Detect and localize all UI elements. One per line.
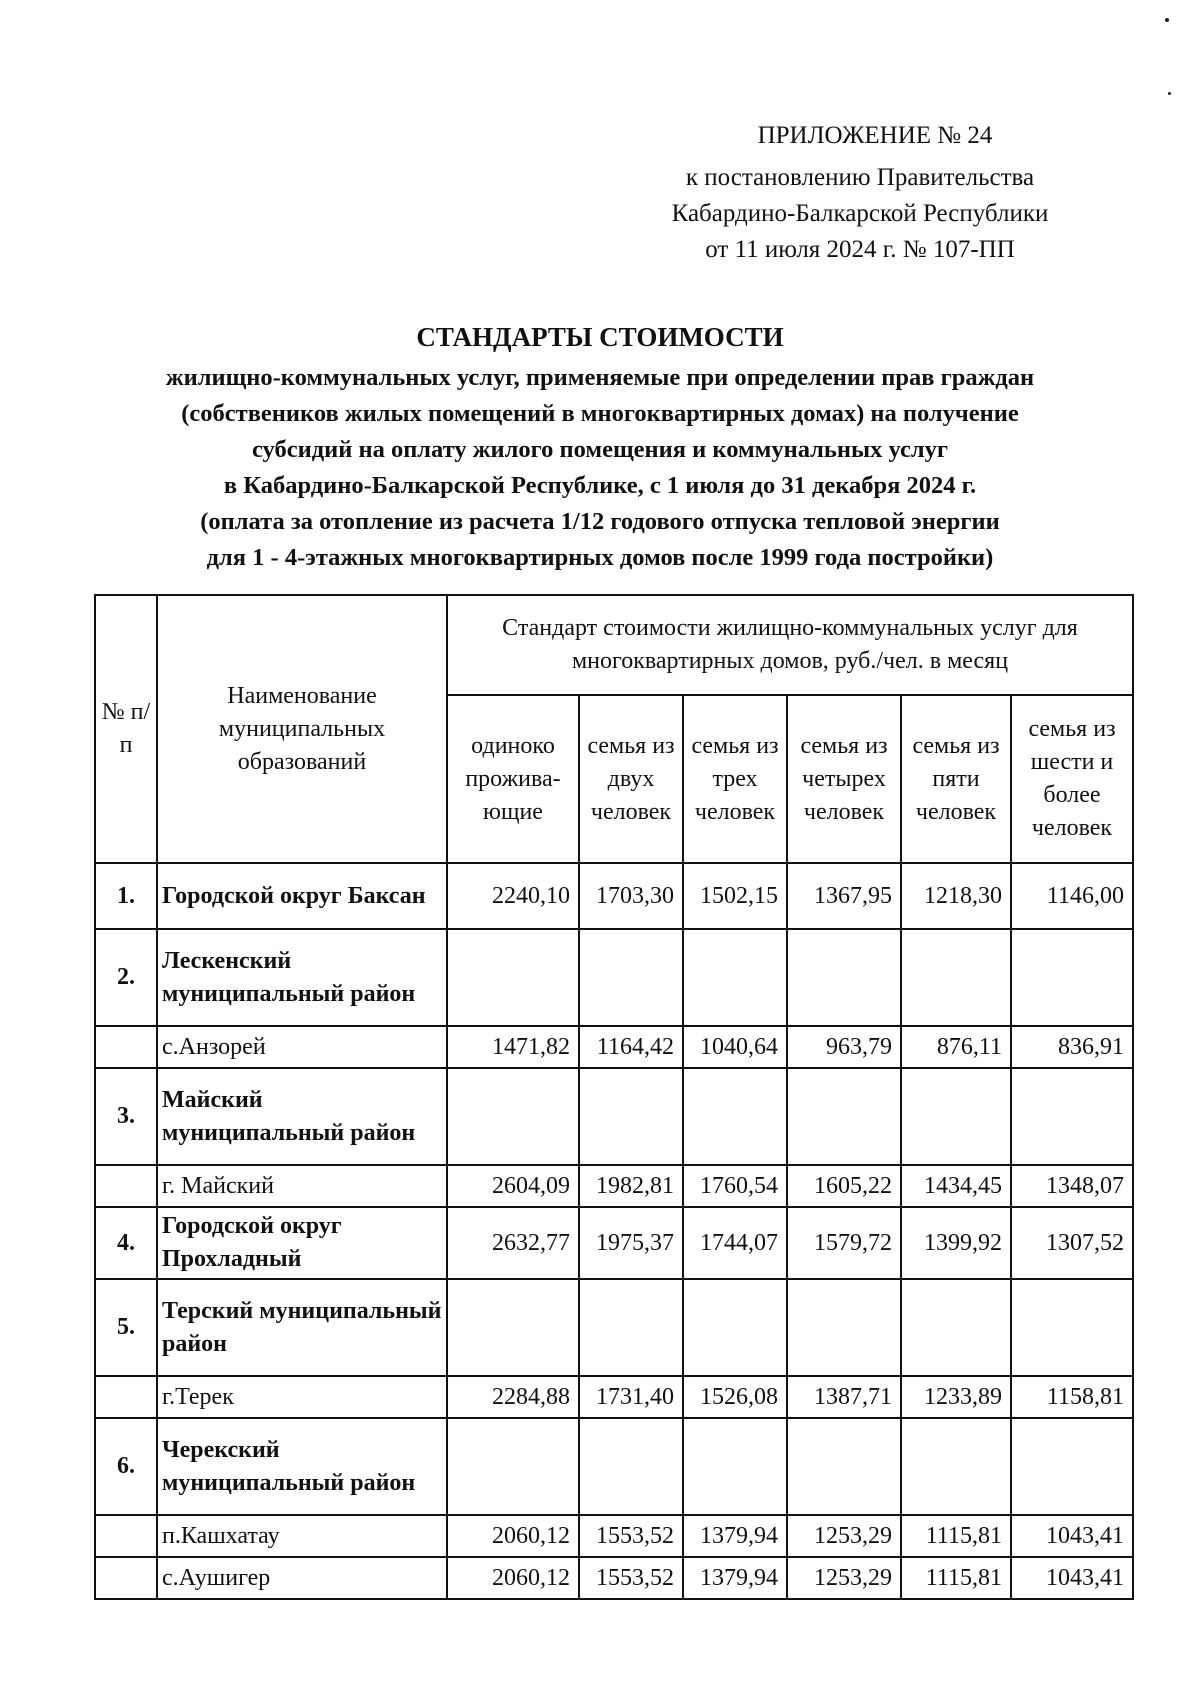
header-col-single: одиноко прожива-ющие <box>447 695 579 863</box>
value-cell: 2284,88 <box>447 1376 579 1418</box>
scan-speck-right <box>1168 92 1171 95</box>
header-col-two: семья из двух человек <box>579 695 683 863</box>
value-cell: 1387,71 <box>787 1376 901 1418</box>
value-cell: 1553,52 <box>579 1515 683 1557</box>
row-name: Городской округ Баксан <box>157 863 447 929</box>
row-number <box>95 1515 157 1557</box>
row-number: 2. <box>95 929 157 1026</box>
value-cell: 1744,07 <box>683 1207 787 1279</box>
value-cell: 1158,81 <box>1011 1376 1133 1418</box>
header-col-six-plus: семья из шести и более человек <box>1011 695 1133 863</box>
header-group: Стандарт стоимости жилищно-коммунальных услуг для многоквартирных домов, руб./чел. в месяц <box>447 595 1133 695</box>
appendix-number: ПРИЛОЖЕНИЕ № 24 <box>757 122 993 149</box>
title-sub-6: для 1 - 4-этажных многоквартирных домов после 1999 года постройки) <box>206 544 994 571</box>
row-number: 3. <box>95 1068 157 1165</box>
title-main: СТАНДАРТЫ СТОИМОСТИ <box>416 322 784 352</box>
value-cell: 1307,52 <box>1011 1207 1133 1279</box>
value-cell: 1115,81 <box>901 1515 1011 1557</box>
value-cell: 1043,41 <box>1011 1515 1133 1557</box>
table-row <box>95 929 1133 1026</box>
appendix-header <box>540 118 1180 268</box>
value-cell: 1218,30 <box>901 863 1011 929</box>
value-cell: 836,91 <box>1011 1026 1133 1068</box>
value-cell <box>1011 1068 1133 1165</box>
header-col-four: семья из четырех человек <box>787 695 901 863</box>
table-row <box>95 1026 1133 1068</box>
value-cell: 1043,41 <box>1011 1557 1133 1599</box>
value-cell: 1703,30 <box>579 863 683 929</box>
row-name: с.Анзорей <box>157 1026 447 1068</box>
value-cell <box>683 929 787 1026</box>
appendix-line-2: Кабардино-Балкарской Республики <box>671 200 1049 227</box>
value-cell: 1399,92 <box>901 1207 1011 1279</box>
value-cell: 1040,64 <box>683 1026 787 1068</box>
value-cell: 1760,54 <box>683 1165 787 1207</box>
row-name: с.Аушигер <box>157 1557 447 1599</box>
value-cell <box>579 1279 683 1376</box>
value-cell: 1379,94 <box>683 1515 787 1557</box>
title-sub-2: (собствеников жилых помещений в многоквартирных домах) на получение <box>181 400 1019 427</box>
value-cell: 1731,40 <box>579 1376 683 1418</box>
value-cell: 2632,77 <box>447 1207 579 1279</box>
row-name: Черекский муниципальный район <box>157 1418 447 1515</box>
title-sub-5: (оплата за отопление из расчета 1/12 годового отпуска тепловой энергии <box>200 508 1000 535</box>
value-cell <box>579 1418 683 1515</box>
value-cell <box>787 1279 901 1376</box>
table-row <box>95 1068 1133 1165</box>
value-cell: 1253,29 <box>787 1515 901 1557</box>
value-cell: 2240,10 <box>447 863 579 929</box>
row-name: Городской округ Прохладный <box>157 1207 447 1279</box>
row-number <box>95 1376 157 1418</box>
row-name: Терский муниципальный район <box>157 1279 447 1376</box>
value-cell <box>901 929 1011 1026</box>
value-cell <box>683 1068 787 1165</box>
header-col-three: семья из трех человек <box>683 695 787 863</box>
value-cell <box>787 1418 901 1515</box>
value-cell: 1502,15 <box>683 863 787 929</box>
value-cell <box>901 1279 1011 1376</box>
table-row <box>95 1418 1133 1515</box>
value-cell <box>447 1068 579 1165</box>
value-cell: 1367,95 <box>787 863 901 929</box>
value-cell <box>787 1068 901 1165</box>
value-cell: 1526,08 <box>683 1376 787 1418</box>
row-name: г. Майский <box>157 1165 447 1207</box>
value-cell: 1975,37 <box>579 1207 683 1279</box>
value-cell <box>787 929 901 1026</box>
value-cell: 2060,12 <box>447 1515 579 1557</box>
value-cell: 1233,89 <box>901 1376 1011 1418</box>
value-cell: 1434,45 <box>901 1165 1011 1207</box>
header-name: Наименование муниципальных образований <box>157 595 447 863</box>
table-row <box>95 1376 1133 1418</box>
table-row <box>95 1279 1133 1376</box>
value-cell: 1253,29 <box>787 1557 901 1599</box>
table-row <box>95 1165 1133 1207</box>
value-cell: 1164,42 <box>579 1026 683 1068</box>
appendix-line-1: к постановлению Правительства <box>685 164 1035 191</box>
value-cell <box>1011 1418 1133 1515</box>
value-cell <box>579 929 683 1026</box>
row-number <box>95 1165 157 1207</box>
value-cell: 1553,52 <box>579 1557 683 1599</box>
row-number <box>95 1026 157 1068</box>
row-number: 5. <box>95 1279 157 1376</box>
row-name: Лескенский муниципальный район <box>157 929 447 1026</box>
appendix-line-3: от 11 июля 2024 г. № 107-ПП <box>705 236 1015 263</box>
value-cell <box>901 1068 1011 1165</box>
row-name: Майский муниципальный район <box>157 1068 447 1165</box>
scan-speck-top <box>1165 18 1169 22</box>
header-number: № п/п <box>95 595 157 863</box>
value-cell <box>447 929 579 1026</box>
value-cell: 1348,07 <box>1011 1165 1133 1207</box>
title-sub-4: в Кабардино-Балкарской Республике, с 1 июля до 31 декабря 2024 г. <box>223 472 977 499</box>
value-cell: 1146,00 <box>1011 863 1133 929</box>
value-cell: 1579,72 <box>787 1207 901 1279</box>
table-row <box>95 1515 1133 1557</box>
row-number: 1. <box>95 863 157 929</box>
value-cell: 2604,09 <box>447 1165 579 1207</box>
table-row <box>95 863 1133 929</box>
row-number <box>95 1557 157 1599</box>
value-cell: 1605,22 <box>787 1165 901 1207</box>
value-cell <box>579 1068 683 1165</box>
row-number: 4. <box>95 1207 157 1279</box>
value-cell <box>447 1418 579 1515</box>
value-cell <box>683 1418 787 1515</box>
title-sub-3: субсидий на оплату жилого помещения и коммунальных услуг <box>251 436 948 463</box>
value-cell: 1471,82 <box>447 1026 579 1068</box>
value-cell: 876,11 <box>901 1026 1011 1068</box>
table-row <box>95 1207 1133 1279</box>
table-row <box>95 1557 1133 1599</box>
header-col-five: семья из пяти человек <box>901 695 1011 863</box>
value-cell: 2060,12 <box>447 1557 579 1599</box>
document-title <box>40 318 1160 576</box>
value-cell <box>683 1279 787 1376</box>
value-cell <box>1011 1279 1133 1376</box>
value-cell <box>901 1418 1011 1515</box>
row-name: г.Терек <box>157 1376 447 1418</box>
value-cell <box>1011 929 1133 1026</box>
value-cell: 1115,81 <box>901 1557 1011 1599</box>
title-sub-1: жилищно-коммунальных услуг, применяемые при определении прав граждан <box>165 364 1035 391</box>
row-number: 6. <box>95 1418 157 1515</box>
value-cell: 1982,81 <box>579 1165 683 1207</box>
value-cell: 1379,94 <box>683 1557 787 1599</box>
value-cell <box>447 1279 579 1376</box>
row-name: п.Кашхатау <box>157 1515 447 1557</box>
value-cell: 963,79 <box>787 1026 901 1068</box>
cost-standards-table <box>94 594 1134 1600</box>
